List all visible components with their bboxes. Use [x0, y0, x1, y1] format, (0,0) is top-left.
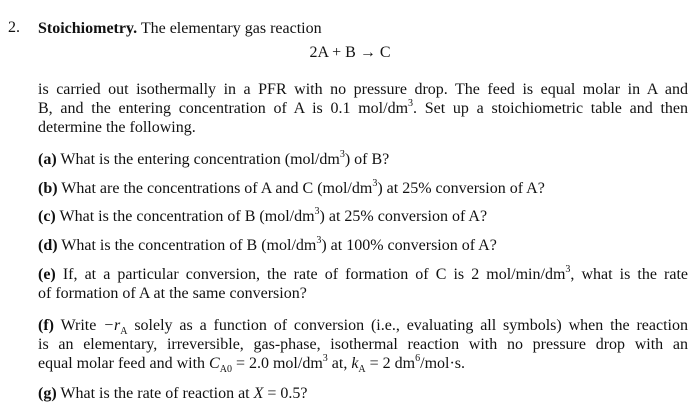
question-f-label: (f) [38, 317, 54, 334]
ca0-symbol: C [209, 355, 220, 372]
question-f-line-3-e: /mol·s. [420, 355, 466, 372]
rate-subscript: A [120, 326, 128, 338]
question-g-text-end: = 0.5? [263, 385, 308, 402]
problem-heading [38, 19, 322, 38]
superscript: 3 [322, 352, 328, 364]
question-a [38, 150, 389, 169]
question-f-line-2: is an elementary, irreversible, gas-phase, isothermal reaction with no pressure drop with an [38, 336, 688, 353]
rate-symbol: −r [103, 317, 121, 334]
ka-symbol: k [351, 355, 359, 372]
question-b-label: (b) [38, 180, 58, 197]
question-c [38, 207, 487, 226]
body-line-2 [38, 99, 688, 118]
ka-subscript: A [358, 364, 366, 376]
question-e-text: If, at a particular conversion, the rate of formation of C is 2 mol/min/dm [62, 266, 566, 283]
question-f-line-3-c: at, [327, 355, 352, 372]
question-g-label: (g) [38, 385, 57, 402]
question-b-text-end: ) at 25% conversion of A? [377, 180, 545, 197]
question-e-line-2: of formation of A at the same conversion? [38, 285, 307, 302]
question-a-text-end: ) of B? [344, 151, 390, 168]
question-c-text: What is the concentration of B (mol/dm [59, 208, 315, 225]
body-line-1: is carried out isothermally in a PFR with no pressure drop. The feed is equal molar in A and [38, 81, 688, 98]
problem-intro: The elementary gas reaction [140, 20, 322, 37]
superscript: 3 [372, 177, 378, 189]
question-f-line-3-d: = 2 dm [365, 355, 416, 372]
superscript: 3 [408, 97, 414, 109]
question-d-label: (d) [38, 237, 58, 254]
question-a-text: What is the entering concentration (mol/dm [60, 151, 340, 168]
question-d [38, 236, 497, 255]
problem-number: 2. [8, 19, 20, 36]
superscript: 3 [316, 234, 322, 246]
question-a-label: (a) [38, 151, 57, 168]
question-f-text: Write [60, 317, 104, 334]
question-f-text-cont: solely as a function of conversion (i.e., evaluating all symbols) when the reaction [127, 317, 689, 334]
body-line-2-b: . Set up a stoichiometric table and then [413, 100, 688, 117]
superscript: 3 [339, 148, 345, 160]
question-b-text: What are the concentrations of A and C (mol/dm [61, 180, 373, 197]
superscript: 6 [415, 352, 421, 364]
problem-title: Stoichiometry. [38, 20, 138, 37]
body-line-2-a: B, and the entering concentration of A is 0.1 mol/dm [38, 100, 409, 117]
question-f-line-3 [38, 354, 465, 379]
ca0-subscript: A0 [219, 364, 232, 376]
conversion-symbol: X [253, 385, 264, 402]
question-e-text-end: , what is the rate [570, 266, 688, 283]
question-e-label: (e) [38, 266, 56, 283]
question-f-line-3-a: equal molar feed and with [38, 355, 210, 372]
question-b [38, 179, 545, 198]
superscript: 3 [565, 263, 571, 275]
question-c-text-end: ) at 25% conversion of A? [319, 208, 488, 225]
question-g [38, 384, 308, 403]
question-g-text: What is the rate of reaction at [60, 385, 254, 402]
question-d-text: What is the concentration of B (mol/dm [61, 237, 317, 254]
question-c-label: (c) [38, 208, 56, 225]
superscript: 3 [314, 205, 320, 217]
body-line-3: determine the following. [38, 119, 196, 136]
reaction-equation: 2A + B → C [309, 44, 391, 61]
question-e-line-1 [38, 265, 688, 284]
question-f-line-3-b: = 2.0 mol/dm [231, 355, 323, 372]
question-d-text-end: ) at 100% conversion of A? [321, 237, 497, 254]
